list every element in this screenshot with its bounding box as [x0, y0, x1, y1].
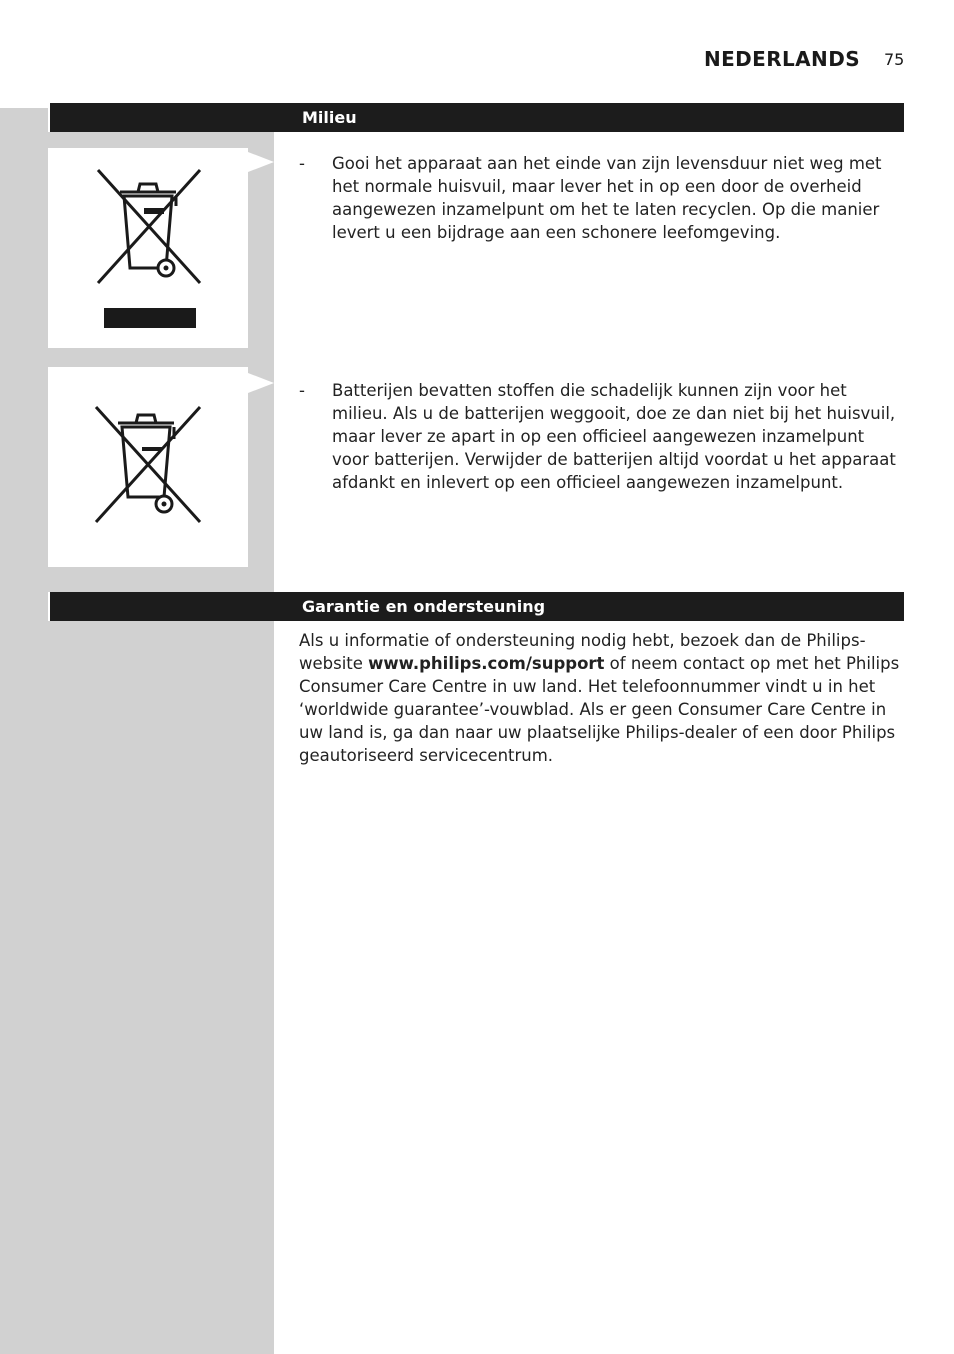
callout-pointer	[248, 373, 274, 393]
section-bar-milieu	[48, 103, 904, 132]
support-link[interactable]: www.philips.com/support	[368, 654, 605, 673]
support-text-before: Als u informatie of ondersteuning nodig hebt, bezoek dan de Philips-website	[299, 631, 866, 673]
page-number: 75	[884, 50, 905, 69]
bullet-text: Gooi het apparaat aan het einde van zijn levensduur niet weg met het normale huisvuil, maar lever het in op een door de overheid aangewezen inzamelpunt om het te laten recyclen. Op die manier levert u een bijdrage aan een schonere leefomgeving.	[332, 154, 882, 242]
bullet-dash: -	[299, 154, 305, 173]
bullet-text: Batterijen bevatten stoffen die schadelijk kunnen zijn voor het milieu. Als u de batterijen weggooit, doe ze dan niet bij het huisvuil, maar lever ze apart in op een officieel aangewezen inzamelpunt voor batterijen. Verwijder de batterijen altijd voordat u het apparaat afdankt en inlevert op een officieel aangewezen inzamelpunt.	[332, 381, 896, 492]
crossed-out-wheelie-bin-icon	[48, 148, 248, 348]
section-title-milieu: Milieu	[302, 108, 357, 127]
battery-icon-panel	[48, 367, 248, 567]
bullet-battery-disposal	[299, 379, 906, 494]
callout-pointer	[248, 152, 274, 172]
weee-icon-panel	[48, 148, 248, 348]
support-text-after: of neem contact op met het Philips Consumer Care Centre in uw land. Het telefoonnummer vindt u in het ‘worldwide guarantee’-vouwblad. Als er geen Consumer Care Centre in uw land is, ga dan naar uw plaatselijke Philips-dealer of een door Philips geautoriseerd servicecentrum.	[299, 654, 900, 765]
section-bar-garantie	[48, 592, 904, 621]
support-paragraph	[299, 629, 904, 767]
bullet-dash: -	[299, 381, 305, 400]
bullet-appliance-disposal	[299, 152, 906, 244]
crossed-out-wheelie-bin-icon	[48, 367, 248, 567]
language-header: NEDERLANDS	[703, 47, 860, 71]
section-title-garantie: Garantie en ondersteuning	[302, 597, 546, 616]
